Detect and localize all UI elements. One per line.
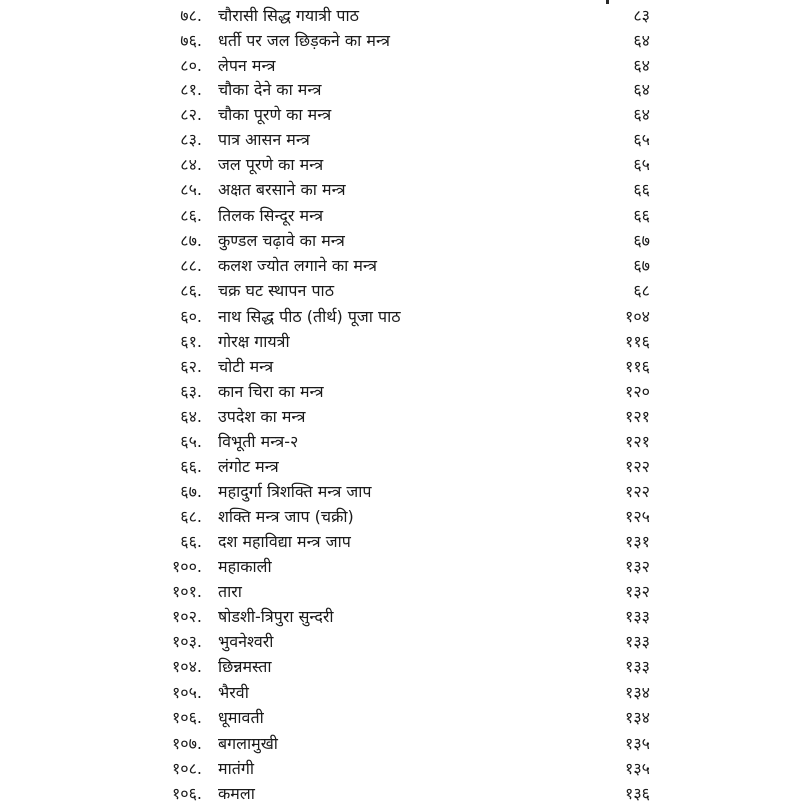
entry-title: गोरक्ष गायत्री bbox=[218, 332, 290, 351]
entry-title: तारा bbox=[218, 582, 242, 601]
toc-entry bbox=[0, 479, 799, 504]
toc-entry bbox=[0, 253, 799, 278]
toc-entry bbox=[0, 28, 799, 53]
entry-number: १०३. bbox=[171, 632, 202, 651]
entry-page-number: १२२ bbox=[625, 457, 650, 476]
toc-entry bbox=[0, 278, 799, 303]
entry-title: भैरवी bbox=[218, 683, 249, 702]
entry-title: चौका देने का मन्त्र bbox=[218, 80, 322, 99]
entry-page-number: १२१ bbox=[625, 432, 650, 451]
toc-entry bbox=[0, 3, 799, 28]
entry-number: ८०. bbox=[180, 56, 202, 75]
toc-entry bbox=[0, 354, 799, 379]
entry-page-number: ६७ bbox=[633, 231, 650, 250]
entry-number: ६४. bbox=[180, 407, 202, 426]
entry-title: कलश ज्योत लगाने का मन्त्र bbox=[218, 256, 377, 275]
entry-page-number: १३५ bbox=[625, 734, 650, 753]
toc-entry bbox=[0, 504, 799, 529]
entry-title: कान चिरा का मन्त्र bbox=[218, 382, 324, 401]
entry-title: विभूती मन्त्र-२ bbox=[218, 432, 299, 451]
entry-number: १०८. bbox=[171, 759, 202, 778]
entry-title: भुवनेश्वरी bbox=[218, 632, 274, 651]
entry-page-number: १२२ bbox=[625, 482, 650, 501]
entry-page-number: १३२ bbox=[625, 582, 650, 601]
entry-page-number: ६६ bbox=[633, 180, 650, 199]
entry-number: ६६. bbox=[180, 457, 202, 476]
toc-entry bbox=[0, 329, 799, 354]
entry-number: ८६. bbox=[180, 281, 202, 300]
toc-entry bbox=[0, 203, 799, 228]
entry-number: ६०. bbox=[180, 307, 202, 326]
entry-page-number: ६८ bbox=[633, 281, 650, 300]
entry-page-number: १२० bbox=[625, 382, 650, 401]
toc-entry bbox=[0, 77, 799, 102]
entry-number: १०२. bbox=[171, 607, 202, 626]
entry-title: चौका पूरणे का मन्त्र bbox=[218, 105, 332, 124]
toc-entry bbox=[0, 454, 799, 479]
entry-number: १०६. bbox=[171, 784, 202, 803]
entry-title: चौरासी सिद्ध गयात्री पाठ bbox=[218, 6, 359, 25]
entry-page-number: ६४ bbox=[633, 80, 650, 99]
entry-title: मातंगी bbox=[218, 759, 254, 778]
toc-entry bbox=[0, 529, 799, 554]
entry-page-number: १२५ bbox=[625, 507, 650, 526]
toc-entry bbox=[0, 731, 799, 756]
toc-entry bbox=[0, 404, 799, 429]
entry-page-number: १३३ bbox=[625, 607, 650, 626]
toc-entry bbox=[0, 629, 799, 654]
entry-title: चोटी मन्त्र bbox=[218, 357, 274, 376]
entry-number: १००. bbox=[171, 557, 202, 576]
entry-title: महाकाली bbox=[218, 557, 272, 576]
entry-number: ६८. bbox=[180, 507, 202, 526]
toc-entry bbox=[0, 152, 799, 177]
entry-title: धर्ती पर जल छिड़कने का मन्त्र bbox=[218, 31, 391, 50]
toc-entry bbox=[0, 102, 799, 127]
entry-page-number: ६५ bbox=[633, 130, 650, 149]
entry-title: कमला bbox=[218, 784, 255, 803]
entry-title: शक्ति मन्त्र जाप (चक्री) bbox=[218, 507, 354, 526]
toc-entry bbox=[0, 604, 799, 629]
entry-title: लेपन मन्त्र bbox=[218, 56, 276, 75]
entry-title: अक्षत बरसाने का मन्त्र bbox=[218, 180, 346, 199]
toc-entry bbox=[0, 554, 799, 579]
entry-number: ६२. bbox=[180, 357, 202, 376]
toc-entry bbox=[0, 177, 799, 202]
toc-entry bbox=[0, 680, 799, 705]
entry-title: षोडशी-त्रिपुरा सुन्दरी bbox=[218, 607, 334, 626]
entry-title: जल पूरणे का मन्त्र bbox=[218, 155, 324, 174]
entry-page-number: ६५ bbox=[633, 155, 650, 174]
entry-number: ७८. bbox=[180, 6, 202, 25]
entry-number: ६३. bbox=[180, 382, 202, 401]
entry-number: १०४. bbox=[171, 657, 202, 676]
entry-page-number: ८३ bbox=[633, 6, 650, 25]
entry-number: ८७. bbox=[180, 231, 202, 250]
toc-entry bbox=[0, 579, 799, 604]
entry-number: ८२. bbox=[180, 105, 202, 124]
entry-page-number: ६४ bbox=[633, 31, 650, 50]
entry-title: बगलामुखी bbox=[218, 734, 278, 753]
entry-number: ८१. bbox=[180, 80, 202, 99]
entry-number: ६१. bbox=[180, 332, 202, 351]
entry-page-number: १३४ bbox=[625, 708, 650, 727]
entry-number: ८६. bbox=[180, 206, 202, 225]
entry-title: चक्र घट स्थापन पाठ bbox=[218, 281, 334, 300]
toc-entry bbox=[0, 429, 799, 454]
entry-number: ६५. bbox=[180, 432, 202, 451]
toc-entry bbox=[0, 228, 799, 253]
entry-page-number: ११६ bbox=[625, 332, 650, 351]
toc-entry bbox=[0, 127, 799, 152]
entry-title: उपदेश का मन्त्र bbox=[218, 407, 306, 426]
entry-page-number: ६४ bbox=[633, 105, 650, 124]
entry-page-number: १३२ bbox=[625, 557, 650, 576]
entry-number: १०७. bbox=[171, 734, 202, 753]
entry-page-number: ६६ bbox=[633, 206, 650, 225]
entry-number: ८८. bbox=[180, 256, 202, 275]
entry-number: १०६. bbox=[171, 708, 202, 727]
entry-number: ६७. bbox=[180, 482, 202, 501]
entry-title: लंगोट मन्त्र bbox=[218, 457, 279, 476]
toc-entry bbox=[0, 781, 799, 806]
toc-entry bbox=[0, 756, 799, 781]
entry-number: ८३. bbox=[180, 130, 202, 149]
entry-title: धूमावती bbox=[218, 708, 264, 727]
toc-entry bbox=[0, 654, 799, 679]
entry-title: महादुर्गा त्रिशक्ति मन्त्र जाप bbox=[218, 482, 372, 501]
entry-page-number: १३४ bbox=[625, 683, 650, 702]
entry-number: ६६. bbox=[180, 532, 202, 551]
entry-page-number: १२१ bbox=[625, 407, 650, 426]
entry-page-number: १०४ bbox=[625, 307, 650, 326]
entry-title: नाथ सिद्ध पीठ (तीर्थ) पूजा पाठ bbox=[218, 307, 401, 326]
toc-entry bbox=[0, 53, 799, 78]
toc-entry bbox=[0, 304, 799, 329]
entry-number: ७६. bbox=[180, 31, 202, 50]
entry-number: ८४. bbox=[180, 155, 202, 174]
entry-title: कुण्डल चढ़ावे का मन्त्र bbox=[218, 231, 345, 250]
entry-page-number: १३१ bbox=[625, 532, 650, 551]
entry-number: १०५. bbox=[171, 683, 202, 702]
entry-title: पात्र आसन मन्त्र bbox=[218, 130, 310, 149]
entry-number: १०१. bbox=[171, 582, 202, 601]
entry-page-number: १३५ bbox=[625, 759, 650, 778]
entry-title: तिलक सिन्दूर मन्त्र bbox=[218, 206, 324, 225]
entry-number: ८५. bbox=[180, 180, 202, 199]
entry-title: दश महाविद्या मन्त्र जाप bbox=[218, 532, 351, 551]
entry-title: छिन्नमस्ता bbox=[218, 657, 272, 676]
entry-page-number: १३३ bbox=[625, 632, 650, 651]
entry-page-number: ६४ bbox=[633, 56, 650, 75]
toc-entry bbox=[0, 379, 799, 404]
entry-page-number: ६७ bbox=[633, 256, 650, 275]
toc-entry bbox=[0, 705, 799, 730]
entry-page-number: १३६ bbox=[625, 784, 650, 803]
entry-page-number: ११६ bbox=[625, 357, 650, 376]
entry-page-number: १३३ bbox=[625, 657, 650, 676]
